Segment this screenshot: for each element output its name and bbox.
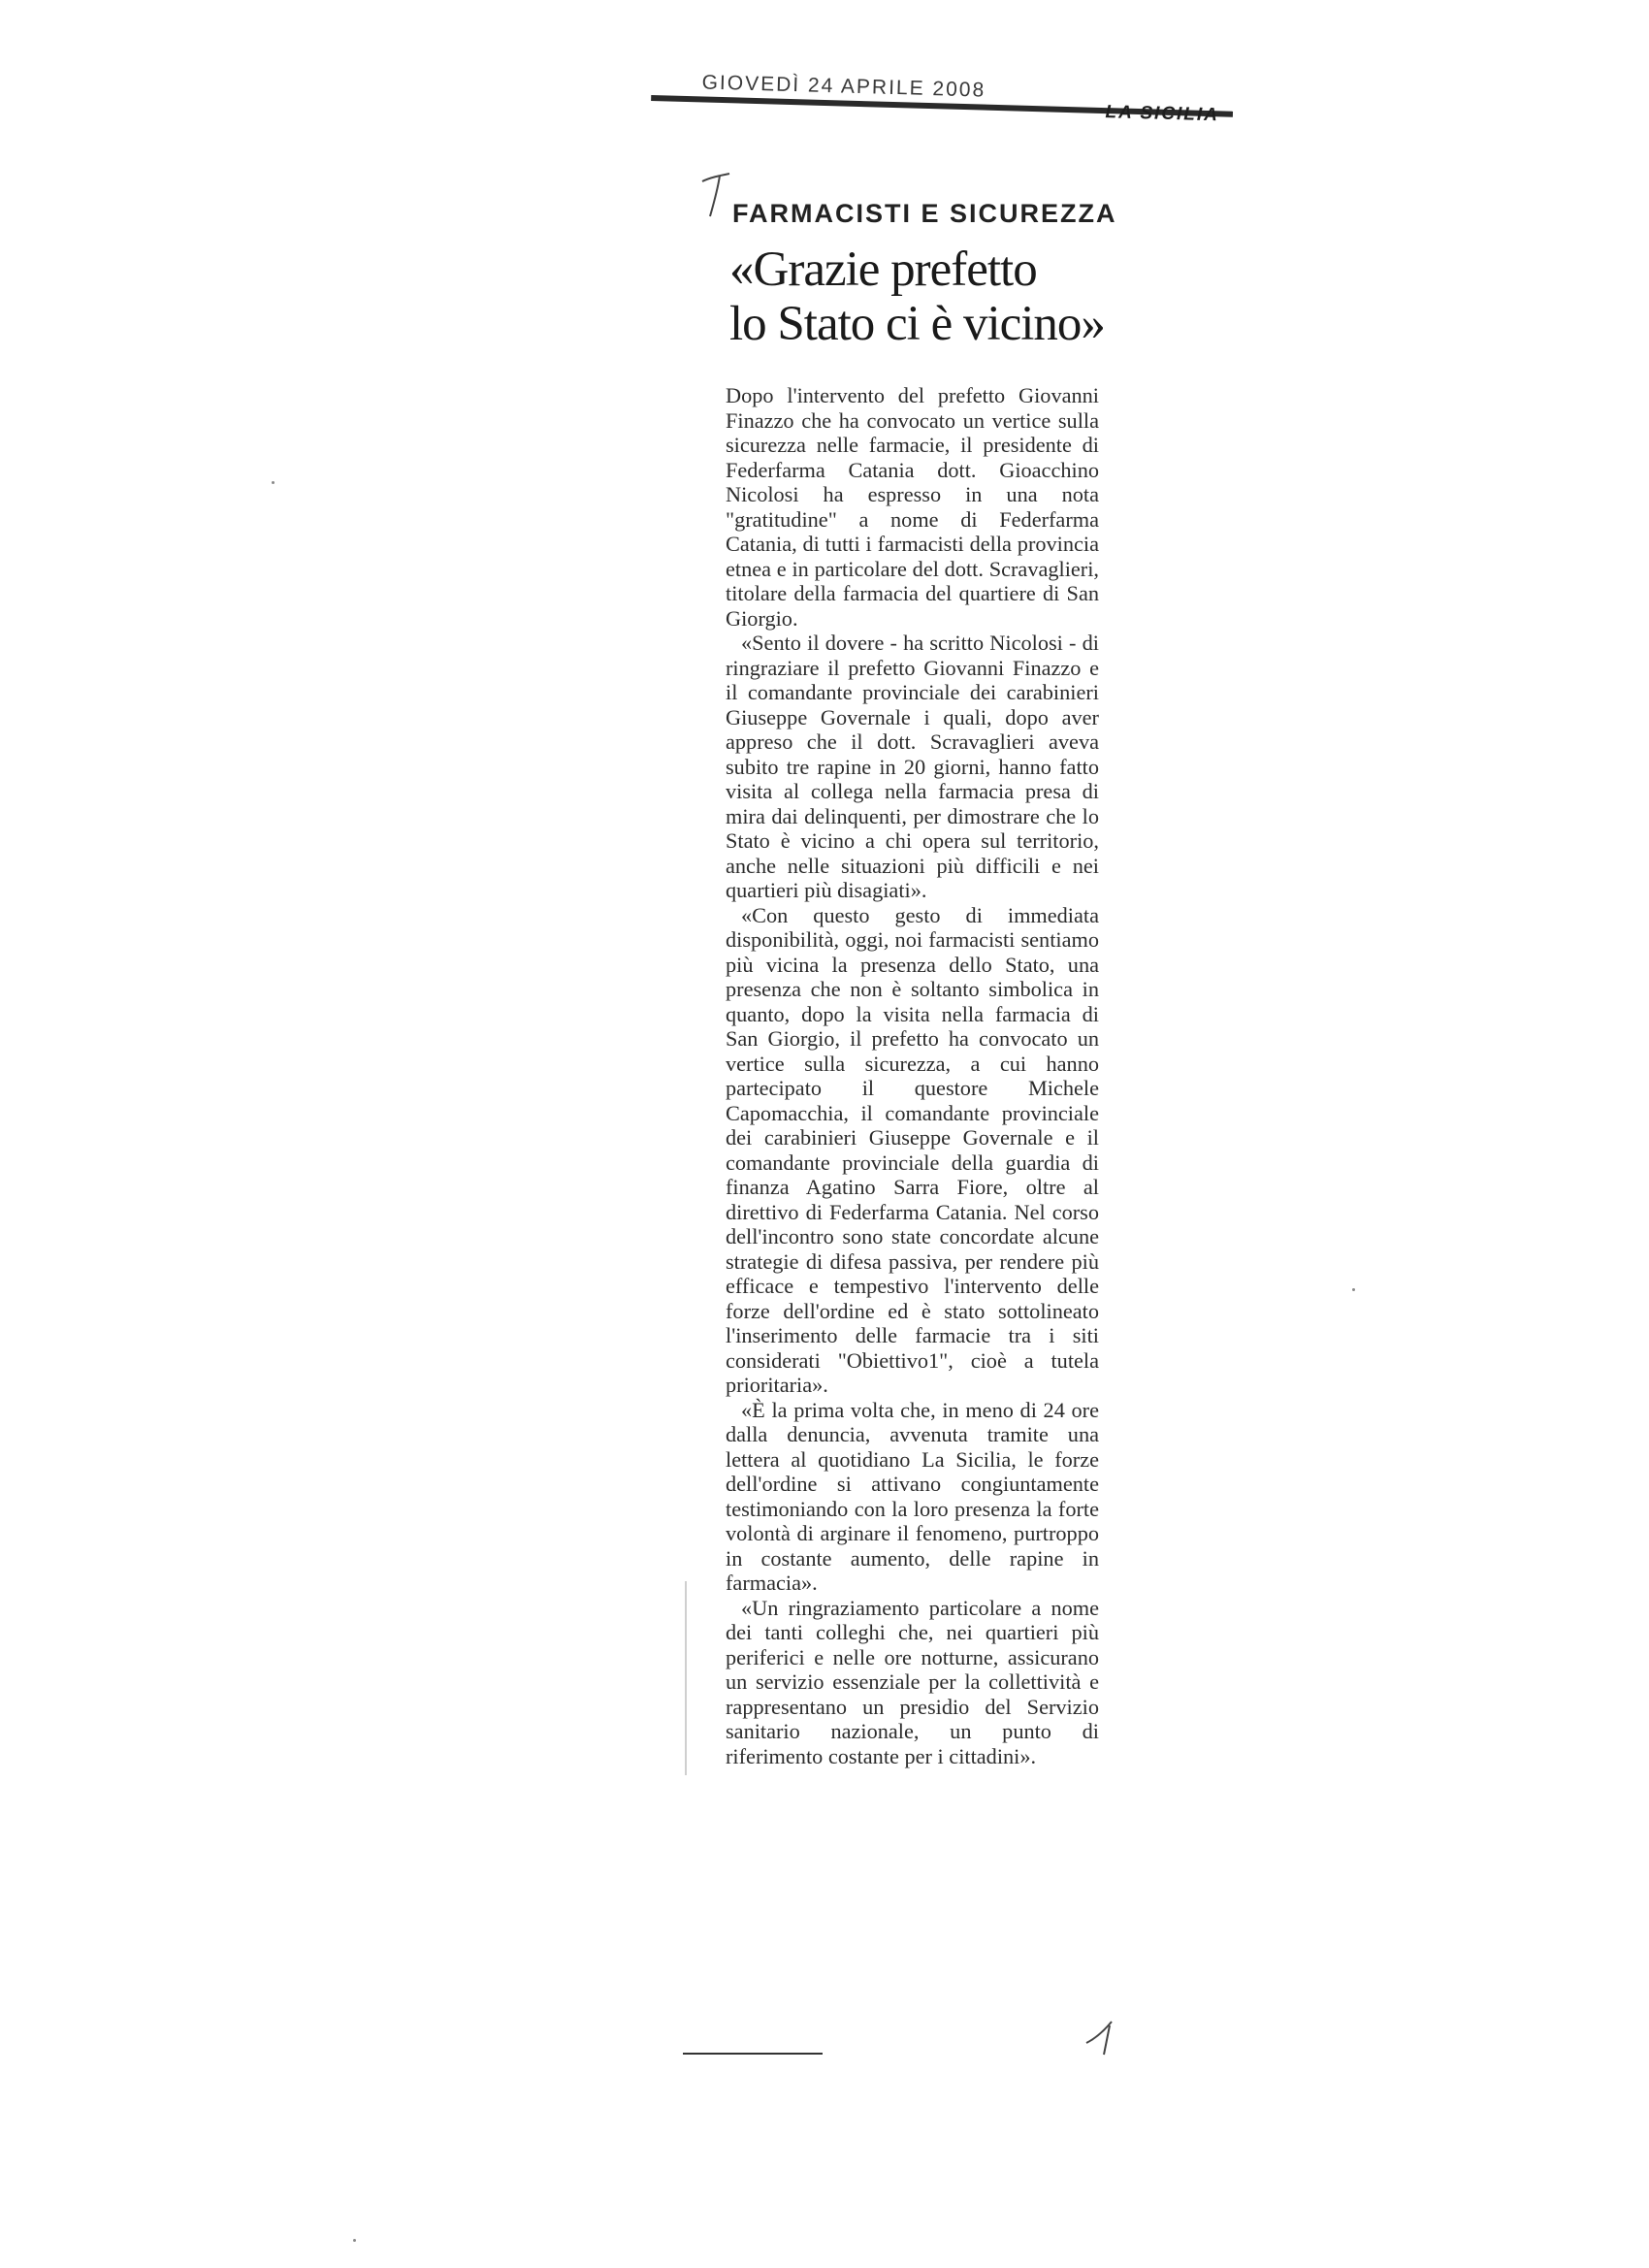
- handwritten-mark-icon: [698, 170, 737, 218]
- article-kicker: FARMACISTI E SICUREZZA: [732, 199, 1117, 228]
- article-body: [726, 383, 1099, 1768]
- margin-scan-line: [685, 1581, 687, 1775]
- article-paragraph: «Con questo gesto di immediata disponibilità, oggi, noi farmacisti sentiamo più vicina la presenza dello Stato, una presenza che non è soltanto simbolica in quanto, dopo la visita nella farmacia di San Giorgio, il prefetto ha convocato un vertice sulla sicurezza, a cui hanno partecipato il questore Michele Capomacchia, il comandante provinciale dei carabinieri Giuseppe Governale e il comandante provinciale della guardia di finanza Agatino Sarra Fiore, oltre al direttivo di Federfarma Catania. Nel corso dell'incontro sono state concordate alcune strategie di difesa passiva, per rendere più efficace e tempestivo l'intervento delle forze dell'ordine ed è stato sottolineato l'inserimento delle farmacie tra i siti considerati "Obiettivo1", cioè a tutela prioritaria».: [726, 902, 1099, 1397]
- article-headline: [729, 243, 1195, 351]
- headline-line-2: lo Stato ci è vicino»: [729, 297, 1105, 351]
- article-paragraph: Dopo l'intervento del prefetto Giovanni Finazzo che ha convocato un vertice sulla sicurezza nelle farmacie, il presidente di Federfarma Catania dott. Gioacchino Nicolosi ha espresso in una nota "gratitudine" a nome di Federfarma Catania, di tutti i farmacisti della provincia etnea e in particolare del dott. Scravaglieri, titolare della farmacia del quartiere di San Giorgio.: [726, 383, 1099, 631]
- article-end-rule: [683, 2053, 823, 2055]
- article-paragraph: «Un ringraziamento particolare a nome dei tanti colleghi che, nei quartieri più periferici e nelle ore notturne, assicurano un servizio essenziale per la collettività e rappresentano un presidio del Servizio sanitario nazionale, un punto di riferimento costante per i cittadini».: [726, 1595, 1099, 1768]
- newspaper-header: [649, 70, 1239, 174]
- article-paragraph: «È la prima volta che, in meno di 24 ore dalla denuncia, avvenuta tramite una lettera al quotidiano La Sicilia, le forze dell'ordine si attivano congiuntamente testimoniando con la loro presenza la forte volontà di arginare il fenomeno, purtroppo in costante aumento, delle rapine in farmacia».: [726, 1397, 1099, 1595]
- headline-line-1: «Grazie prefetto: [729, 243, 1037, 297]
- newspaper-name: LA SICILIA: [1105, 102, 1220, 126]
- issue-date: GIOVEDÌ 24 APRILE 2008: [701, 71, 986, 102]
- scan-speck: [353, 2239, 356, 2242]
- scan-speck: [1352, 1288, 1355, 1291]
- scan-speck: [272, 481, 275, 484]
- article-paragraph: «Sento il dovere - ha scritto Nicolosi - di ringraziare il prefetto Giovanni Finazzo e il comandante provinciale dei carabinieri Giuseppe Governale i quali, dopo aver appreso che il dott. Scravaglieri aveva subito tre rapine in 20 giorni, hanno fatto visita al collega nella farmacia presa di mira dai delinquenti, per dimostrare che lo Stato è vicino a chi opera sul territorio, anche nelle situazioni più difficili e nei quartieri più disagiati».: [726, 631, 1099, 902]
- handwritten-mark-icon: [1084, 2018, 1123, 2057]
